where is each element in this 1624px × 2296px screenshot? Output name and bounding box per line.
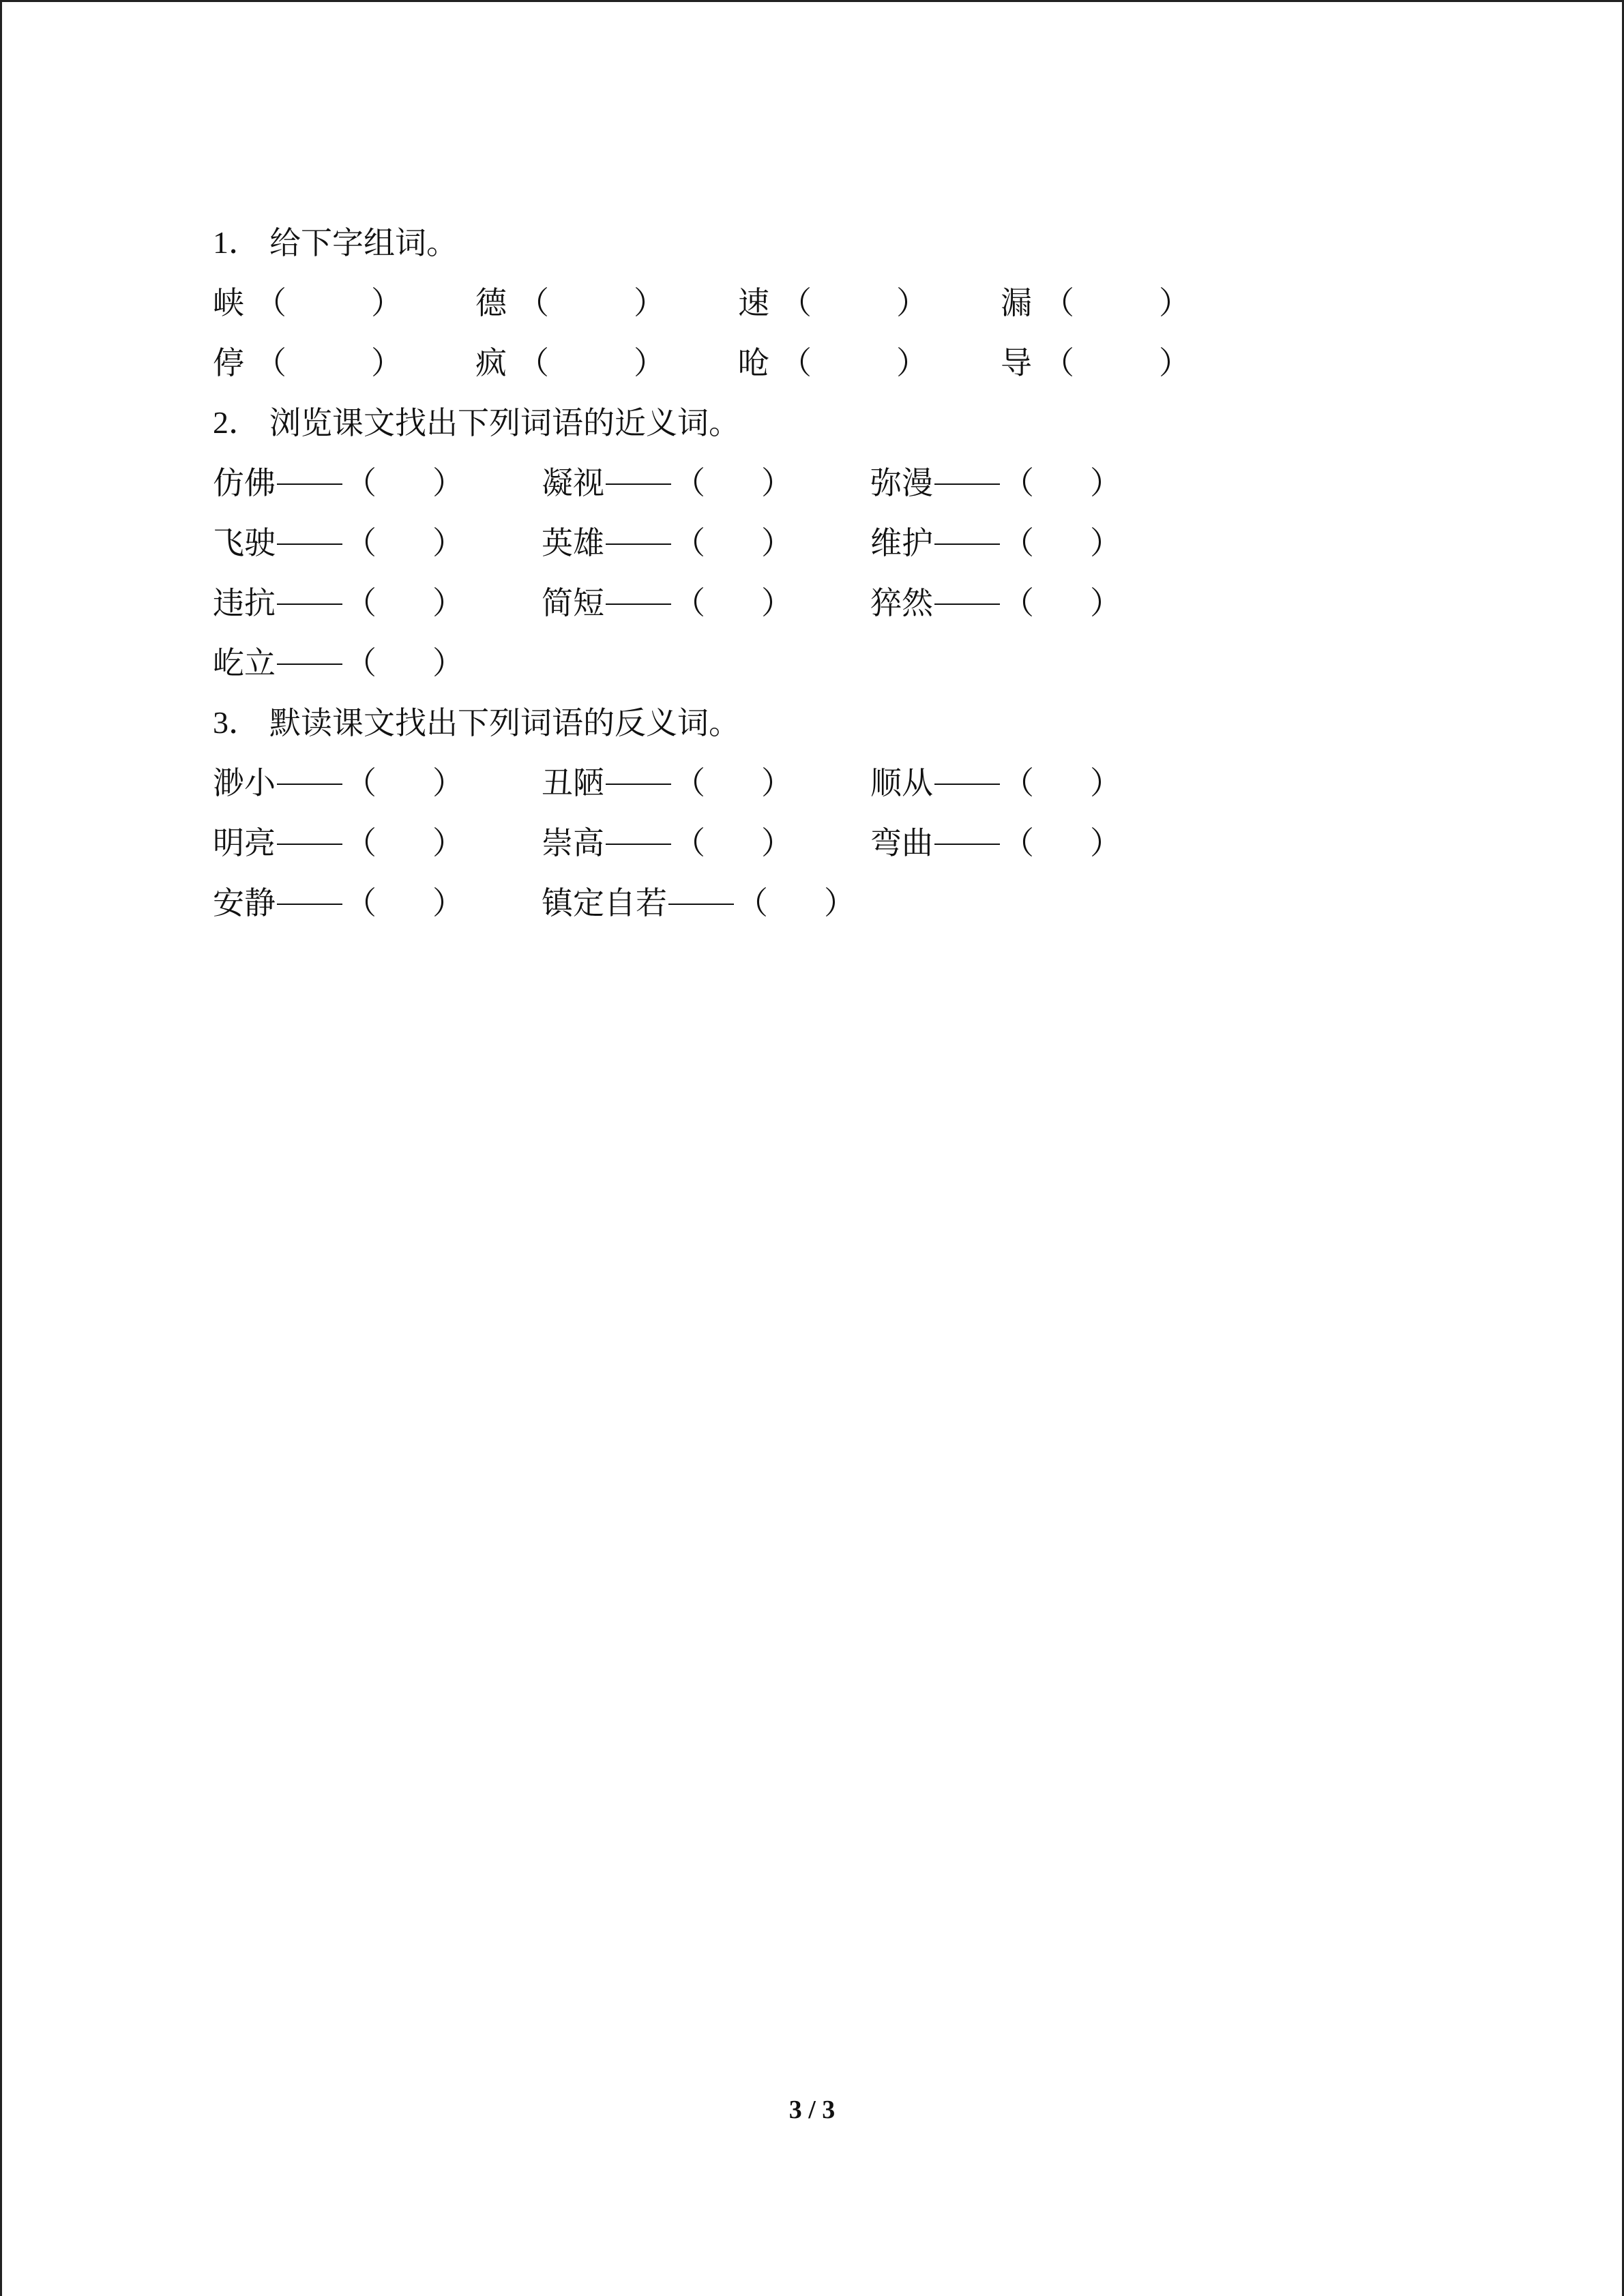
page-top-border <box>0 0 1624 2</box>
antonym-item <box>542 813 870 873</box>
answer-blank-open[interactable]: （ <box>1003 824 1034 861</box>
dash-line <box>277 904 342 905</box>
answer-blank-close: ） <box>1090 824 1121 861</box>
dash-line <box>934 603 1000 605</box>
question-text: 浏览课文找出下列词语的近义词。 <box>269 404 740 441</box>
dash-line <box>934 844 1000 845</box>
synonym-item <box>542 513 870 573</box>
char-prompt: 停 <box>213 344 244 381</box>
synonym-item <box>213 573 542 633</box>
answer-blank-open[interactable]: （ <box>674 764 705 801</box>
question-2-title <box>213 393 1441 453</box>
answer-blank-close: ） <box>1090 464 1121 501</box>
answer-blank-close: ） <box>896 344 928 381</box>
answer-blank-close: ） <box>432 644 464 681</box>
antonym-item <box>870 813 1199 873</box>
char-prompt: 疯 <box>475 344 507 381</box>
answer-blank-open[interactable]: （ <box>345 764 377 801</box>
question-number: 2． <box>213 405 260 440</box>
word-prompt: 明亮 <box>213 824 276 861</box>
dash-line <box>606 844 671 845</box>
char-prompt: 导 <box>1001 344 1032 381</box>
char-item <box>475 273 738 333</box>
word-prompt: 镇定自若 <box>542 884 667 921</box>
question-3-items <box>213 753 1441 933</box>
char-prompt: 漏 <box>1001 284 1032 321</box>
answer-blank-open[interactable]: （ <box>674 464 705 501</box>
question-3-title <box>213 693 1441 753</box>
dash-line <box>277 603 342 605</box>
char-prompt: 速 <box>738 284 769 321</box>
question-number: 3． <box>213 705 260 740</box>
antonym-item <box>542 753 870 813</box>
answer-blank-close: ） <box>761 464 793 501</box>
word-prompt: 英雄 <box>542 524 604 561</box>
synonym-item <box>213 633 542 693</box>
word-prompt: 弯曲 <box>870 824 933 861</box>
answer-blank-open[interactable]: （ <box>674 824 705 861</box>
synonym-item <box>870 513 1199 573</box>
answer-blank-close: ） <box>1090 764 1121 801</box>
answer-blank-open[interactable]: （ <box>345 644 377 681</box>
dash-line <box>934 543 1000 545</box>
dash-line <box>934 784 1000 785</box>
char-item <box>738 273 1001 333</box>
answer-blank-close: ） <box>371 344 402 381</box>
answer-blank-open[interactable]: （ <box>255 284 286 321</box>
answer-blank-open[interactable]: （ <box>737 884 768 921</box>
answer-blank-open[interactable]: （ <box>1003 464 1034 501</box>
worksheet-content <box>213 213 1441 933</box>
synonym-item <box>213 453 542 513</box>
page-left-border <box>0 0 2 2296</box>
answer-blank-open[interactable]: （ <box>1043 284 1074 321</box>
word-prompt: 飞驶 <box>213 524 276 561</box>
char-row <box>213 333 1441 393</box>
antonym-item <box>213 873 542 933</box>
antonym-item <box>542 873 1019 933</box>
synonym-item <box>542 453 870 513</box>
dash-line <box>934 483 1000 485</box>
answer-blank-open[interactable]: （ <box>780 284 812 321</box>
question-text: 给下字组词。 <box>269 224 458 261</box>
synonym-item <box>870 453 1199 513</box>
synonym-row <box>213 513 1441 573</box>
answer-blank-open[interactable]: （ <box>780 344 812 381</box>
answer-blank-open[interactable]: （ <box>345 584 377 621</box>
char-prompt: 峡 <box>213 284 244 321</box>
dash-line <box>606 784 671 785</box>
char-item <box>1001 333 1263 393</box>
answer-blank-close: ） <box>896 284 928 321</box>
dash-line <box>277 483 342 485</box>
answer-blank-close: ） <box>634 284 665 321</box>
answer-blank-open[interactable]: （ <box>345 464 377 501</box>
question-1-items <box>213 273 1441 393</box>
word-prompt: 丑陋 <box>542 764 604 801</box>
answer-blank-close: ） <box>634 344 665 381</box>
answer-blank-close: ） <box>432 764 464 801</box>
char-row <box>213 273 1441 333</box>
char-item <box>1001 273 1263 333</box>
synonym-item <box>542 573 870 633</box>
answer-blank-close: ） <box>1090 524 1121 561</box>
char-item <box>213 273 475 333</box>
word-prompt: 崇高 <box>542 824 604 861</box>
char-item <box>738 333 1001 393</box>
word-prompt: 违抗 <box>213 584 276 621</box>
question-2-items <box>213 453 1441 693</box>
answer-blank-close: ） <box>432 464 464 501</box>
answer-blank-close: ） <box>432 524 464 561</box>
word-prompt: 维护 <box>870 524 933 561</box>
word-prompt: 安静 <box>213 884 276 921</box>
word-prompt: 猝然 <box>870 584 933 621</box>
answer-blank-open[interactable]: （ <box>518 344 549 381</box>
answer-blank-open[interactable]: （ <box>518 284 549 321</box>
dash-line <box>606 483 671 485</box>
dash-line <box>606 543 671 545</box>
char-prompt: 德 <box>475 284 507 321</box>
antonym-row <box>213 873 1441 933</box>
answer-blank-open[interactable]: （ <box>674 584 705 621</box>
synonym-item <box>870 573 1199 633</box>
antonym-item <box>870 753 1199 813</box>
char-prompt: 呛 <box>738 344 769 381</box>
answer-blank-close: ） <box>432 884 464 921</box>
dash-line <box>277 543 342 545</box>
answer-blank-close: ） <box>761 524 793 561</box>
word-prompt: 仿佛 <box>213 464 276 501</box>
question-number: 1． <box>213 225 260 260</box>
word-prompt: 弥漫 <box>870 464 933 501</box>
question-1-title <box>213 213 1441 273</box>
antonym-row <box>213 753 1441 813</box>
answer-blank-open[interactable]: （ <box>1003 524 1034 561</box>
answer-blank-close: ） <box>1159 284 1190 321</box>
answer-blank-close: ） <box>432 584 464 621</box>
dash-line <box>277 844 342 845</box>
word-prompt: 凝视 <box>542 464 604 501</box>
synonym-row <box>213 573 1441 633</box>
char-item <box>213 333 475 393</box>
dash-line <box>277 784 342 785</box>
answer-blank-close: ） <box>371 284 402 321</box>
synonym-row <box>213 453 1441 513</box>
antonym-item <box>213 813 542 873</box>
synonym-row <box>213 633 1441 693</box>
answer-blank-open[interactable]: （ <box>255 344 286 381</box>
answer-blank-close: ） <box>761 824 793 861</box>
dash-line <box>668 904 734 905</box>
word-prompt: 屹立 <box>213 644 276 681</box>
answer-blank-open[interactable]: （ <box>345 524 377 561</box>
dash-line <box>277 664 342 665</box>
word-prompt: 渺小 <box>213 764 276 801</box>
antonym-item <box>213 753 542 813</box>
answer-blank-open[interactable]: （ <box>345 824 377 861</box>
char-item <box>475 333 738 393</box>
answer-blank-open[interactable]: （ <box>1003 584 1034 621</box>
answer-blank-open[interactable]: （ <box>1003 764 1034 801</box>
answer-blank-open[interactable]: （ <box>345 884 377 921</box>
answer-blank-open[interactable]: （ <box>674 524 705 561</box>
word-prompt: 顺从 <box>870 764 933 801</box>
answer-blank-open[interactable]: （ <box>1043 344 1074 381</box>
dash-line <box>606 603 671 605</box>
answer-blank-close: ） <box>1159 344 1190 381</box>
answer-blank-close: ） <box>1090 584 1121 621</box>
word-prompt: 简短 <box>542 584 604 621</box>
answer-blank-close: ） <box>432 824 464 861</box>
question-text: 默读课文找出下列词语的反义词。 <box>269 704 740 741</box>
answer-blank-close: ） <box>761 764 793 801</box>
synonym-item <box>213 513 542 573</box>
page-number: 3 / 3 <box>788 2096 836 2124</box>
antonym-row <box>213 813 1441 873</box>
answer-blank-close: ） <box>824 884 855 921</box>
answer-blank-close: ） <box>761 584 793 621</box>
